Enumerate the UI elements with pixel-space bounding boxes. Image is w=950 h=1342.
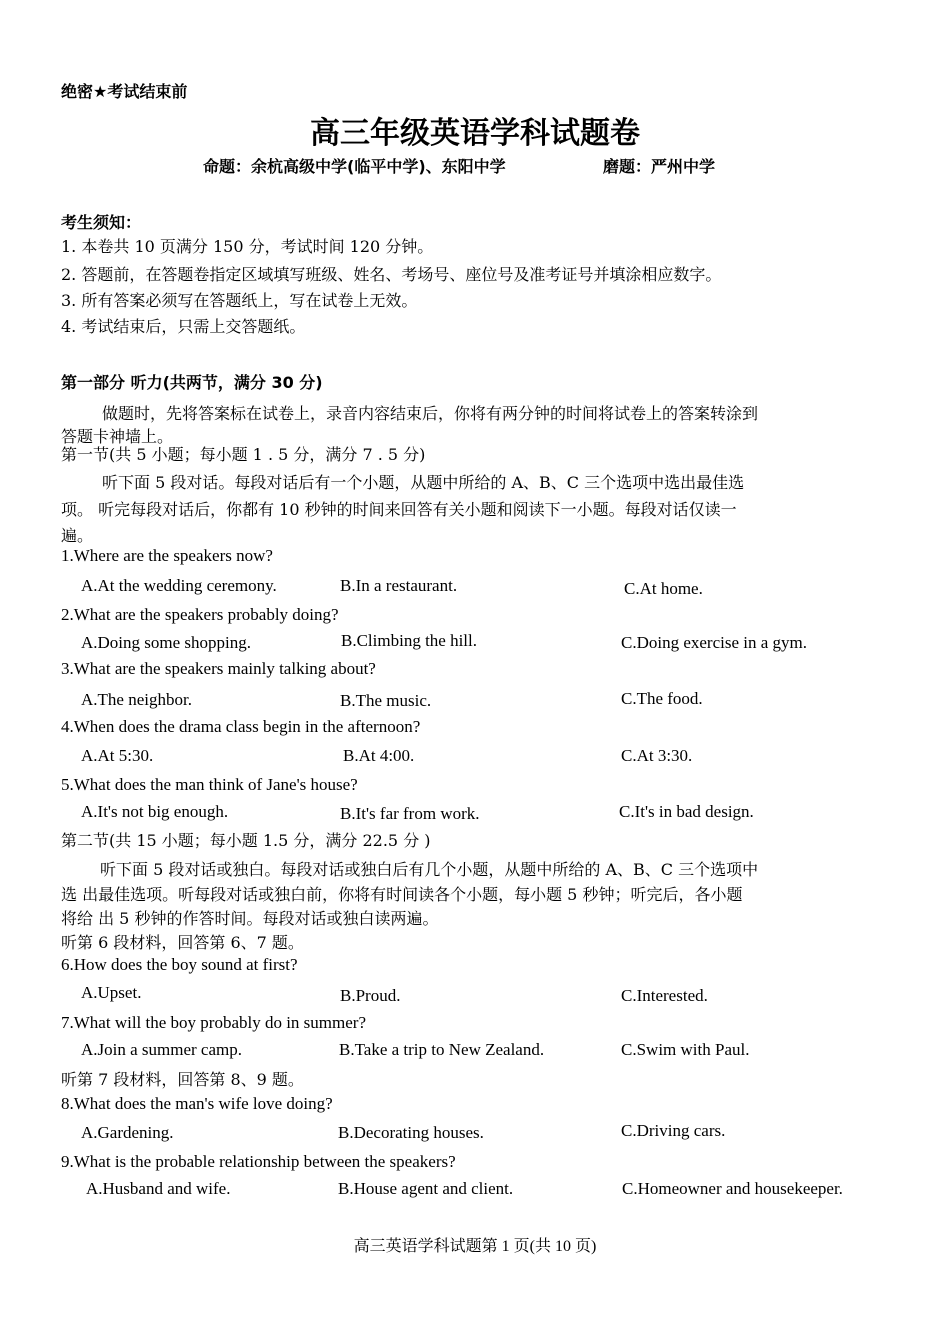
- q4-option-a: A.At 5:30.: [81, 746, 154, 765]
- question-5: 5.What does the man think of Jane's house?: [61, 775, 358, 794]
- q1-option-b: B.In a restaurant.: [340, 576, 458, 595]
- section1-instr-line2: 项。 听完每段对话后，你都有 10 秒钟的时间来回答有关小题和阅读下一小题。每段对话仅读一: [61, 500, 737, 519]
- q5-option-a: A.It's not big enough.: [81, 802, 229, 821]
- q1-option-c: C.At home.: [624, 579, 703, 598]
- q6-option-a: A.Upset.: [81, 983, 142, 1002]
- question-7: 7.What will the boy probably do in summer?: [61, 1013, 366, 1032]
- authors-line: 命题：余杭高级中学(临平中学)、东阳中学: [203, 157, 506, 176]
- material-6-label: 听第 6 段材料，回答第 6、7 题。: [61, 933, 304, 952]
- q5-option-c: C.It's in bad design.: [619, 802, 754, 821]
- q2-option-b: B.Climbing the hill.: [341, 631, 478, 650]
- part1-intro-line2: 答题卡神墙上。: [61, 427, 174, 446]
- q6-option-b: B.Proud.: [340, 986, 401, 1005]
- q7-option-a: A.Join a summer camp.: [81, 1040, 242, 1059]
- page-footer: 高三英语学科试题第 1 页(共 10 页): [353, 1238, 597, 1255]
- part1-intro-line1: 做题时，先将答案标在试卷上，录音内容结束后，你将有两分钟的时间将试卷上的答案转涂到: [102, 404, 759, 423]
- material-7-label: 听第 7 段材料，回答第 8、9 题。: [61, 1070, 304, 1089]
- notice-item: 2. 答题前，在答题卷指定区域填写班级、姓名、考场号、座位号及准考证号并填涂相应数字。: [61, 265, 722, 284]
- confidential-label: 绝密★考试结束前: [61, 82, 188, 101]
- q3-option-b: B.The music.: [340, 691, 432, 710]
- q3-option-c: C.The food.: [621, 689, 703, 708]
- q8-option-c: C.Driving cars.: [621, 1121, 726, 1140]
- part1-heading: 第一部分 听力(共两节，满分 30 分): [61, 373, 323, 392]
- q1-option-a: A.At the wedding ceremony.: [81, 576, 277, 595]
- q6-option-c: C.Interested.: [621, 986, 708, 1005]
- section2-heading: 第二节(共 15 小题；每小题 1.5 分，满分 22.5 分 ): [61, 831, 431, 850]
- notice-heading-text: 考生须知：: [61, 213, 142, 232]
- q7-option-c: C.Swim with Paul.: [621, 1040, 750, 1059]
- q4-option-b: B.At 4:00.: [343, 746, 415, 765]
- notice-item: 3. 所有答案必须写在答题纸上，写在试卷上无效。: [61, 291, 418, 310]
- question-3: 3.What are the speakers mainly talking about?: [61, 659, 376, 678]
- q8-option-b: B.Decorating houses.: [338, 1123, 484, 1142]
- section1-instr-line3: 遍。: [61, 526, 94, 545]
- q7-option-b: B.Take a trip to New Zealand.: [339, 1040, 545, 1059]
- notice-item: 4. 考试结束后，只需上交答题纸。: [61, 317, 306, 336]
- notice-item: 1. 本卷共 10 页满分 150 分，考试时间 120 分钟。: [61, 237, 434, 256]
- q4-option-c: C.At 3:30.: [621, 746, 693, 765]
- q9-option-a: A.Husband and wife.: [86, 1179, 231, 1198]
- q2-option-a: A.Doing some shopping.: [81, 633, 251, 652]
- question-4: 4.When does the drama class begin in the afternoon?: [61, 717, 421, 736]
- section1-heading: 第一节(共 5 小题；每小题 1 . 5 分，满分 7 . 5 分): [61, 445, 426, 464]
- page-title: 高三年级英语学科试题卷: [310, 116, 640, 151]
- question-6: 6.How does the boy sound at first?: [61, 955, 298, 974]
- q3-option-a: A.The neighbor.: [81, 690, 192, 709]
- section2-instr-line1: 听下面 5 段对话或独白。每段对话或独白后有几个小题，从题中所给的 A、B、C 三个选项中: [100, 860, 759, 879]
- q9-option-b: B.House agent and client.: [338, 1179, 514, 1198]
- section2-instr-line3: 将给 出 5 秒钟的作答时间。每段对话或独白读两遍。: [61, 909, 439, 928]
- question-9: 9.What is the probable relationship between the speakers?: [61, 1152, 456, 1171]
- q8-option-a: A.Gardening.: [81, 1123, 174, 1142]
- reviewer-line: 磨题：严州中学: [603, 157, 716, 176]
- question-8: 8.What does the man's wife love doing?: [61, 1094, 333, 1113]
- q9-option-c: C.Homeowner and housekeeper.: [622, 1179, 843, 1198]
- question-1: 1.Where are the speakers now?: [61, 546, 273, 565]
- section1-instr-line1: 听下面 5 段对话。每段对话后有一个小题，从题中所给的 A、B、C 三个选项中选出最佳选: [102, 473, 745, 492]
- question-2: 2.What are the speakers probably doing?: [61, 605, 339, 624]
- q5-option-b: B.It's far from work.: [340, 804, 480, 823]
- q2-option-c: C.Doing exercise in a gym.: [621, 633, 808, 652]
- section2-instr-line2: 选 出最佳选项。听每段对话或独白前，你将有时间读各个小题，每小题 5 秒钟；听完后，各小题: [61, 885, 743, 904]
